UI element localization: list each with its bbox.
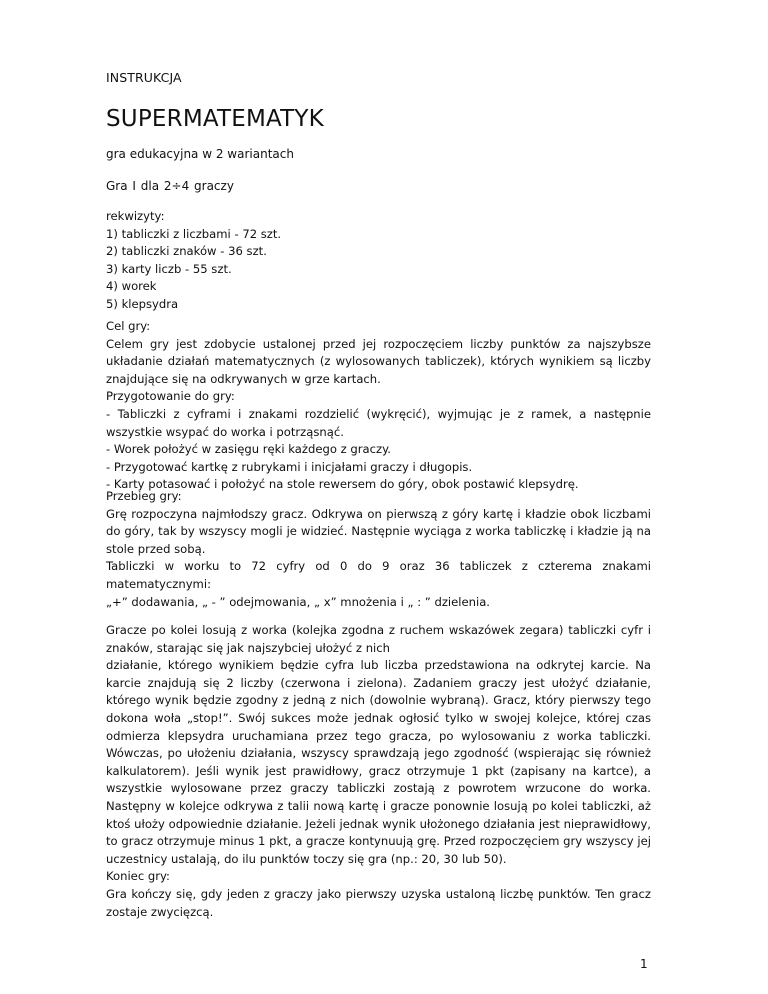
goal-text: Celem gry jest zdobycie ustalonej przed jej rozpoczęciem liczby punktów za najszybsze układanie działań matematycznych (z wylosowanych tabliczek), których wynikiem są liczby znajdujące się na odkrywanych w grze kartach.: [106, 336, 651, 386]
page-number: 1: [640, 957, 648, 971]
equipment-item: 5) klepsydra: [106, 296, 179, 311]
course-heading: Przebieg gry:: [106, 489, 182, 503]
preparation-item: - Karty potasować i położyć na stole rewersem do góry, obok postawić klepsydrę.: [106, 477, 579, 492]
equipment-item: 4) worek: [106, 279, 157, 294]
equipment-section: [106, 208, 651, 314]
play-section: [106, 622, 651, 921]
preparation-item: - Przygotować kartkę z rubrykami i inicjałami graczy i długopis.: [106, 459, 473, 474]
document-title: SUPERMATEMATYK: [106, 106, 324, 132]
equipment-item: 1) tabliczki z liczbami - 72 szt.: [106, 226, 282, 241]
game-variant-line: Gra I dla 2÷4 graczy: [106, 179, 234, 193]
play-text: Gracze po kolei losują z worka (kolejka zgodna z ruchem wskazówek zegara) tabliczki cyfr i znaków, starając się jak najszybciej ułożyć z nich: [106, 623, 651, 655]
play-text: działanie, którego wynikiem będzie cyfra lub liczba przedstawiona na odkrytej karcie. Na karcie znajdują się 2 liczby (czerwona i zielona). Zadaniem graczy jest ułożyć działanie, którego wynik będzie zgodny z jedną z nich (dowolnie wybraną). Gracz, który pierwszy tego dokona woła „stop!”. Swój sukces może jednak ogłosić tylko w swojej kolejce, której czas odmierza klepsydra uruchamiana przez tego gracza, po wylosowaniu z worka tabliczki. Wówczas, po ułożeniu działania, wszyscy sprawdzają jego zgodność (wspierając się również kalkulatorem). Jeśli wynik jest prawidłowy, gracz otrzymuje 1 pkt (zapisany na kartce), a wszystkie wylosowane przez graczy tabliczki zostają z powrotem wrzucone do worka. Następny w kolejce odkrywa z talii nową kartę i gracze ponownie losują po kolei tabliczki, aż ktoś ułoży odpowiednie działanie. Jeżeli jednak wynik ułożonego działania jest nieprawidłowy, to gracz otrzymuje minus 1 pkt, a gracze kontynuują grę. Przed rozpoczęciem gry wszyscy jej uczestnicy ustalają, do ilu punktów toczy się gra (np.: 20, 30 lub 50).: [106, 658, 651, 866]
end-text: Gra kończy się, gdy jeden z graczy jako pierwszy uzyska ustaloną liczbę punktów. Ten gracz zostaje zwycięzcą.: [106, 886, 651, 919]
equipment-item: 2) tabliczki znaków - 36 szt.: [106, 244, 267, 259]
equipment-item: 3) karty liczb - 55 szt.: [106, 261, 232, 276]
course-section: [106, 488, 651, 611]
goal-section: [106, 318, 651, 494]
preparation-item: - Worek położyć w zasięgu ręki każdego z graczy.: [106, 442, 391, 457]
operators-line: „+” dodawania, „ - ” odejmowania, „ x” mnożenia i „ : ” dzielenia.: [106, 594, 490, 609]
document-subtitle: gra edukacyjna w 2 wariantach: [106, 147, 294, 161]
goal-heading: Cel gry:: [106, 319, 151, 333]
document-label: INSTRUKCJA: [106, 70, 182, 85]
end-heading: Koniec gry:: [106, 869, 170, 884]
preparation-heading: Przygotowanie do gry:: [106, 389, 235, 404]
equipment-heading: rekwizyty:: [106, 209, 165, 223]
equipment-list: [106, 226, 651, 314]
course-text: Tabliczki w worku to 72 cyfry od 0 do 9 oraz 36 tabliczek z czterema znakami matematycznymi:: [106, 559, 651, 591]
course-text: Grę rozpoczyna najmłodszy gracz. Odkrywa on pierwszą z góry kartę i kładzie obok liczbami do góry, tak by wszyscy mogli je widzieć. Następnie wyciąga z worka tabliczkę i kładzie ją na stole przed sobą.: [106, 506, 651, 556]
preparation-item: - Tabliczki z cyframi i znakami rozdzielić (wykręcić), wyjmując je z ramek, a następnie wszystkie wsypać do worka i potrząsnąć.: [106, 406, 651, 439]
